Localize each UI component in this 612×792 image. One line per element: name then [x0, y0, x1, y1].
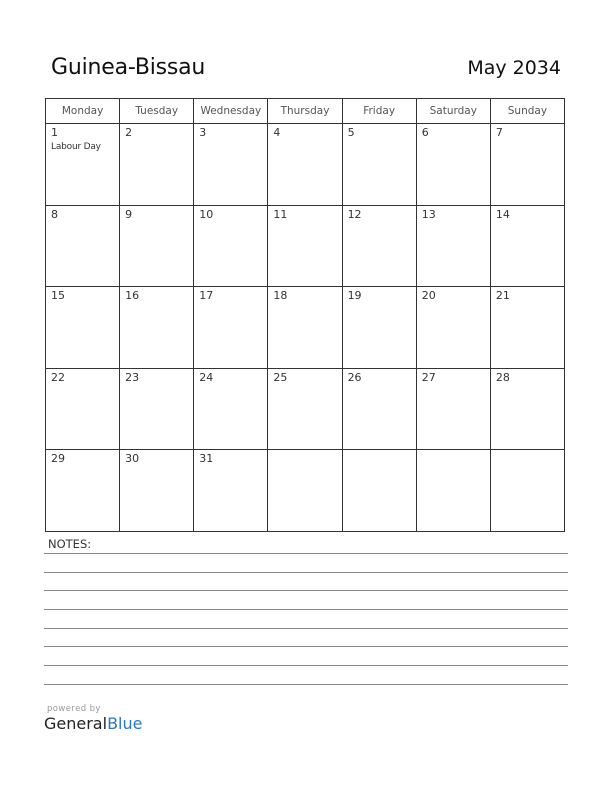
day-number: 21: [495, 289, 510, 302]
day-number: 3: [199, 126, 207, 139]
note-line: [44, 628, 568, 629]
day-cell: [46, 450, 120, 532]
day-cell: [194, 205, 268, 287]
day-cell: [46, 205, 120, 287]
day-number: 31: [199, 452, 214, 465]
day-number: 2: [125, 126, 133, 139]
day-number: 9: [125, 207, 133, 221]
day-cell: [120, 124, 194, 206]
day-cell: [490, 124, 564, 206]
day-number: 12: [347, 207, 362, 221]
day-cell: [46, 287, 120, 369]
week-row: [46, 124, 565, 206]
day-cell: [416, 450, 490, 532]
day-cell: [490, 450, 564, 532]
day-cell: [490, 368, 564, 450]
day-cell: [268, 124, 342, 206]
weekday-header: Saturday: [416, 99, 490, 124]
country-title: Guinea-Bissau: [51, 55, 206, 80]
day-cell: [120, 205, 194, 287]
note-line: [44, 646, 568, 647]
day-number: 4: [273, 126, 281, 139]
day-number: 13: [421, 207, 436, 221]
weekday-header: Thursday: [268, 99, 342, 124]
day-cell: [120, 368, 194, 450]
powered-by-text: powered by: [47, 704, 101, 714]
day-cell: [342, 368, 416, 450]
day-number: 24: [199, 370, 214, 384]
week-row: [46, 450, 565, 532]
week-row: [46, 287, 565, 369]
notes-label: NOTES:: [48, 537, 92, 551]
day-number: 14: [495, 207, 510, 221]
day-number: 15: [51, 289, 65, 302]
day-number: 19: [347, 289, 362, 302]
day-cell: [46, 124, 120, 206]
note-line: [44, 553, 568, 554]
calendar-grid: [45, 98, 565, 532]
weekday-header: Sunday: [490, 99, 564, 124]
note-line: [44, 684, 568, 685]
day-cell: [268, 450, 342, 532]
day-cell: [416, 205, 490, 287]
day-number: 23: [125, 370, 140, 384]
day-number: 18: [273, 289, 288, 302]
day-cell: [194, 124, 268, 206]
day-cell: [194, 287, 268, 369]
day-number: 26: [347, 370, 362, 384]
day-number: 28: [495, 370, 510, 384]
weekday-header-row: [46, 99, 565, 124]
day-cell: [120, 287, 194, 369]
day-number: 22: [51, 370, 65, 384]
weekday-header: Friday: [342, 99, 416, 124]
day-number: 16: [125, 289, 140, 302]
day-number: 25: [273, 370, 288, 384]
day-cell: [342, 124, 416, 206]
day-cell: [46, 368, 120, 450]
day-number: 29: [51, 452, 65, 465]
day-cell: [268, 205, 342, 287]
brand-name-blue: Blue: [107, 714, 143, 733]
note-line: [44, 572, 568, 573]
day-cell: [416, 368, 490, 450]
weekday-header: Wednesday: [194, 99, 268, 124]
holiday-label: Labour Day: [51, 142, 101, 152]
day-cell: [268, 368, 342, 450]
day-cell: [416, 287, 490, 369]
brand-name-general: General: [44, 714, 108, 733]
day-cell: [342, 205, 416, 287]
day-cell: [342, 287, 416, 369]
day-number: 1: [51, 126, 58, 139]
day-cell: [120, 450, 194, 532]
day-cell: [416, 124, 490, 206]
day-cell: [342, 450, 416, 532]
note-line: [44, 609, 568, 610]
week-row: [46, 205, 565, 287]
day-number: 27: [421, 370, 436, 384]
note-line: [44, 590, 568, 591]
weekday-header: Tuesday: [120, 99, 194, 124]
brand-name: [44, 714, 142, 733]
day-cell: [268, 287, 342, 369]
day-cell: [490, 287, 564, 369]
note-line: [44, 665, 568, 666]
day-number: 5: [347, 126, 355, 139]
day-number: 17: [199, 289, 214, 302]
day-number: 8: [51, 207, 58, 221]
day-cell: [194, 450, 268, 532]
day-number: 20: [421, 289, 436, 302]
brand-logo: [44, 704, 142, 733]
day-number: 11: [273, 207, 288, 221]
month-year-title: May 2034: [467, 57, 561, 79]
day-number: 7: [495, 126, 503, 139]
day-number: 6: [421, 126, 429, 139]
day-cell: [490, 205, 564, 287]
day-number: 30: [125, 452, 140, 465]
weekday-header: Monday: [46, 99, 120, 124]
week-row: [46, 368, 565, 450]
day-number: 10: [199, 207, 214, 221]
day-cell: [194, 368, 268, 450]
